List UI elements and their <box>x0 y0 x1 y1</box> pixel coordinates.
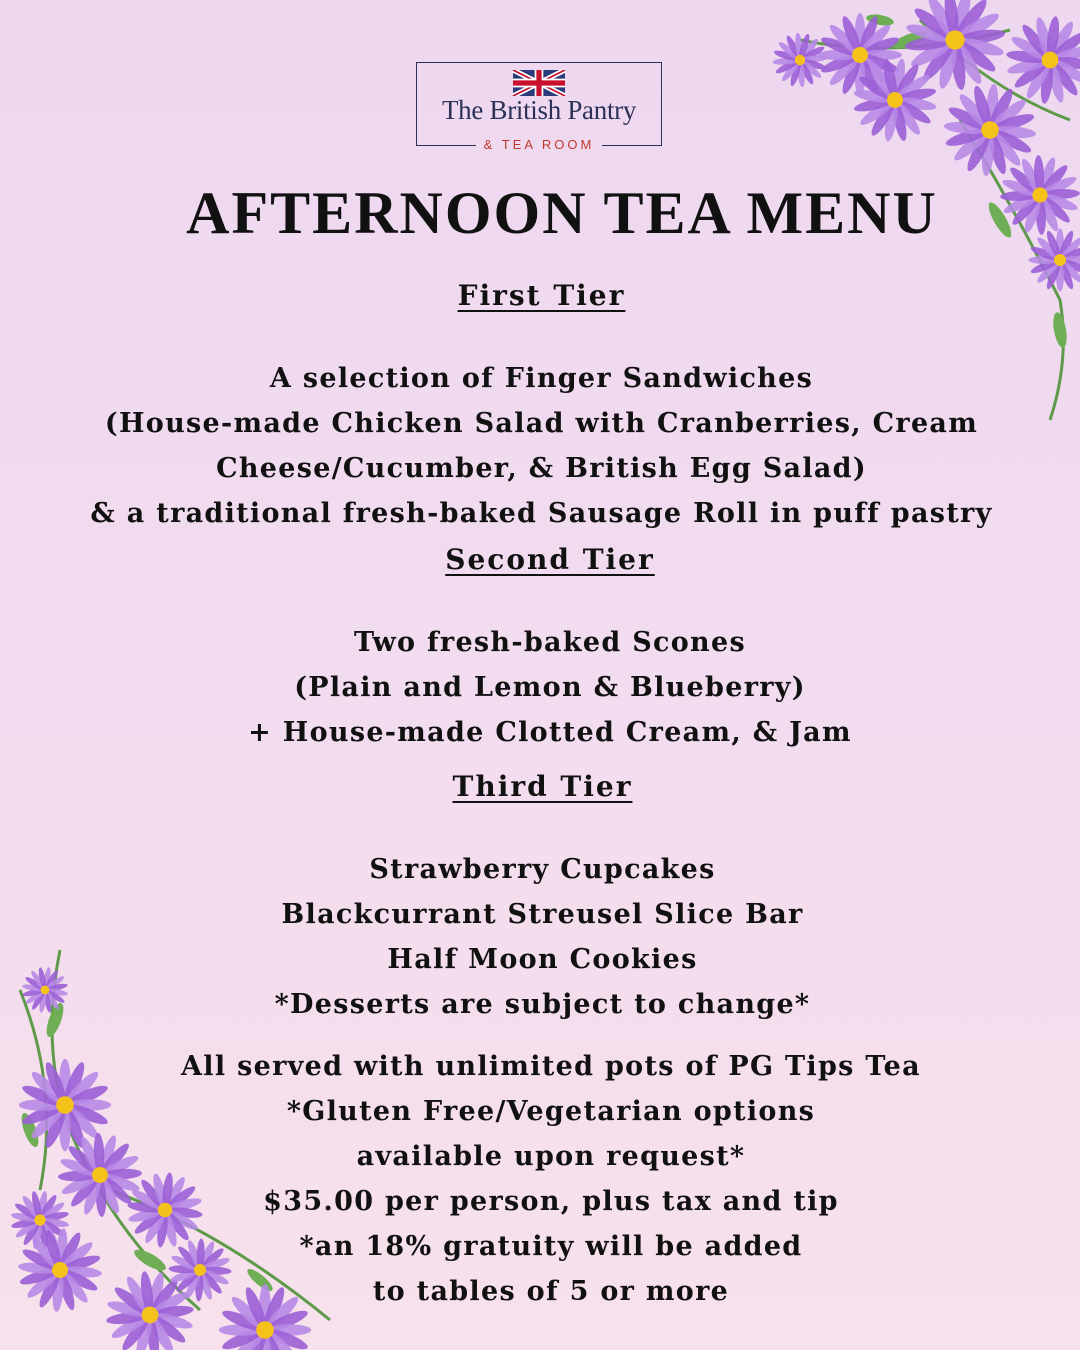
logo-name: The British Pantry <box>441 95 637 125</box>
first-tier-heading: First Tier <box>457 279 626 312</box>
flower-icon <box>762 22 839 99</box>
footer-line: available upon request* <box>356 1141 746 1172</box>
footer-line: *an 18% gratuity will be added <box>299 1231 803 1262</box>
first-tier-section <box>0 276 1080 536</box>
third-tier-section <box>0 767 1080 1027</box>
menu-line: Cheese/Cucumber, & British Egg Salad) <box>216 453 867 484</box>
menu-line: Two fresh-baked Scones <box>354 627 746 658</box>
footer-info <box>0 1044 1080 1314</box>
footer-line: to tables of 5 or more <box>372 1276 730 1307</box>
menu-line: (Plain and Lemon & Blueberry) <box>294 672 806 703</box>
union-jack-flag-icon <box>512 70 566 96</box>
menu-line: (House-made Chicken Salad with Cranberries, Cream <box>104 408 979 439</box>
menu-line: *Desserts are subject to change* <box>274 989 811 1020</box>
page-title: AFTERNOON TEA MENU <box>186 180 938 246</box>
third-tier-heading: Third Tier <box>452 770 633 803</box>
footer-line: All served with unlimited pots of PG Tips Tea <box>181 1051 921 1082</box>
logo-subtitle: & TEA ROOM <box>476 137 603 152</box>
menu-line: A selection of Finger Sandwiches <box>269 363 814 394</box>
menu-line: Half Moon Cookies <box>387 944 698 975</box>
price-line: $35.00 per person, plus tax and tip <box>263 1186 839 1217</box>
logo <box>416 62 662 152</box>
menu-line: Blackcurrant Streusel Slice Bar <box>281 899 804 930</box>
menu-line: & a traditional fresh-baked Sausage Roll in puff pastry <box>90 498 993 529</box>
second-tier-heading: Second Tier <box>445 543 655 576</box>
menu-line: Strawberry Cupcakes <box>369 854 716 885</box>
menu-line: + House-made Clotted Cream, & Jam <box>248 717 852 748</box>
second-tier-section <box>0 540 1080 755</box>
footer-line: *Gluten Free/Vegetarian options <box>286 1096 816 1127</box>
